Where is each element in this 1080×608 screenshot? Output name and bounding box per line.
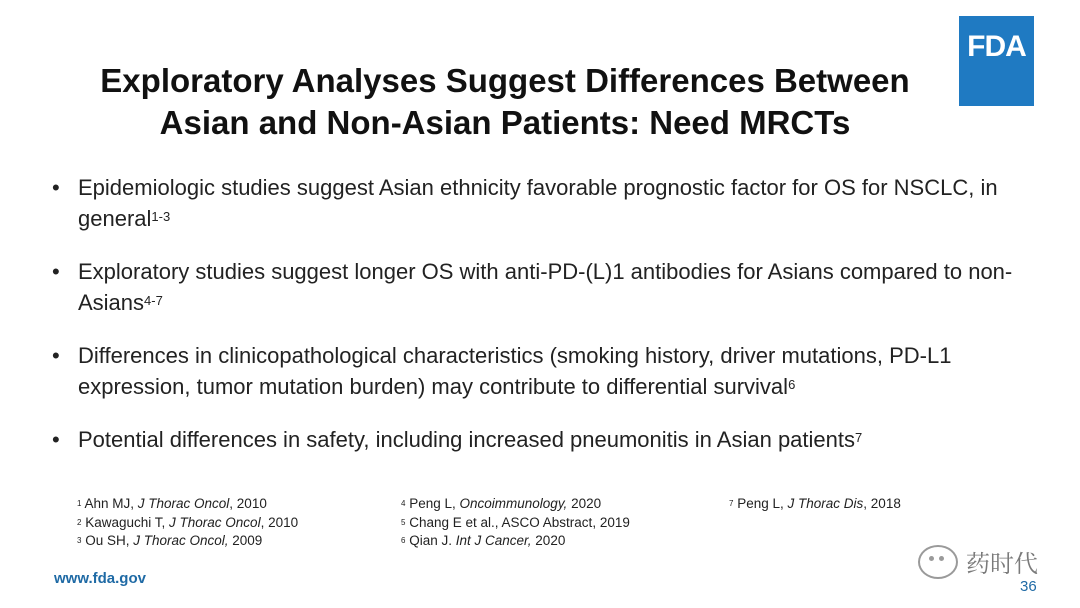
reference-item: $^4$ Peng L, Oncoimmunology, 2020 <box>401 496 602 511</box>
citation-sup: 1-3 <box>151 209 171 224</box>
footer-url-link[interactable]: www.fda.gov <box>54 570 146 587</box>
title-line-1: Exploratory Analyses Suggest Differences Between <box>100 62 910 99</box>
reference-item: $^1$ Ahn MJ, J Thorac Oncol, 2010 <box>77 496 267 511</box>
references-column-3 <box>729 495 901 514</box>
watermark <box>918 544 1038 579</box>
slide-title <box>60 60 950 144</box>
bullet-text: Exploratory studies suggest longer OS with anti-PD-(L)1 antibodies for Asians compared to non-Asians <box>78 259 1013 315</box>
reference-item: $^3$ Ou SH, J Thorac Oncol, 2009 <box>77 533 263 548</box>
bullet-text: Potential differences in safety, including increased pneumonitis in Asian patients <box>78 427 855 452</box>
citation-sup: 4-7 <box>144 293 163 308</box>
reference-item: $^6$ Qian J. Int J Cancer, 2020 <box>401 533 566 548</box>
bullet-item <box>52 424 1042 455</box>
reference-item: $^7$ Peng L, J Thorac Dis, 2018 <box>729 496 901 511</box>
bullet-dot: • <box>52 343 60 368</box>
reference-item: $^5$ Chang E et al., ASCO Abstract, 2019 <box>401 514 630 530</box>
references-column-1 <box>77 495 298 551</box>
page-number: 36 <box>1020 578 1037 595</box>
bullet-text: Differences in clinicopathological characteristics (smoking history, driver mutations, PD-L1 expression, tumor mutation burden) may contribute to differential survival <box>78 343 952 399</box>
bullet-item <box>52 256 1042 318</box>
bullet-item <box>52 340 1042 402</box>
bullet-item <box>52 172 1042 234</box>
bullet-dot: • <box>52 427 60 452</box>
references-column-2 <box>401 495 630 551</box>
bullet-text: Epidemiologic studies suggest Asian ethnicity favorable prognostic factor for OS for NSCLC, in general <box>78 175 998 231</box>
bullet-dot: • <box>52 259 60 284</box>
wechat-icon <box>918 545 958 579</box>
reference-item: $^2$ Kawaguchi T, J Thorac Oncol, 2010 <box>77 514 299 530</box>
fda-logo: FDA <box>959 16 1034 106</box>
citation-sup: 6 <box>788 377 796 392</box>
title-line-2: Asian and Non-Asian Patients: Need MRCTs <box>159 104 851 141</box>
bullet-list <box>52 172 1042 477</box>
watermark-text: 药时代 <box>966 551 1038 578</box>
bullet-dot: • <box>52 175 60 200</box>
citation-sup: 7 <box>855 430 863 445</box>
